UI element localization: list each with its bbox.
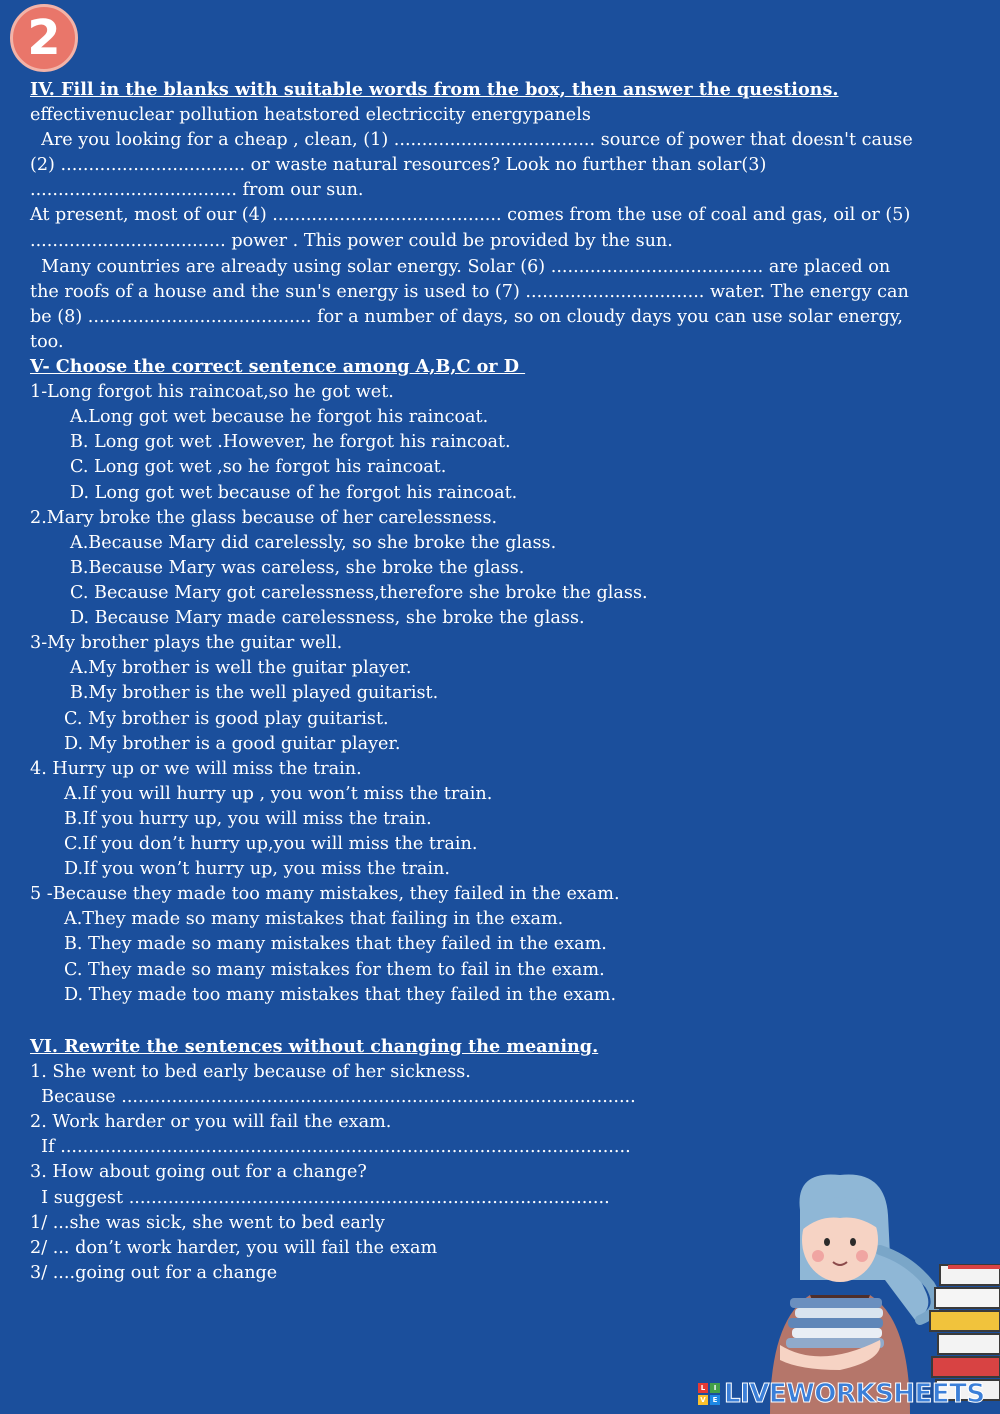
question: 4. Hurry up or we will miss the train. [30, 759, 362, 779]
passage-line: Are you looking for a cheap , clean, (1) .................................... source of power that doesn't cause [30, 130, 913, 150]
option: D. Because Mary made carelessness, she broke the glass. [70, 608, 585, 628]
rewrite-question: 3. How about going out for a change? [30, 1162, 367, 1182]
answer-line: 2/ ... don’t work harder, you will fail the exam [30, 1238, 438, 1258]
option: B. Long got wet .However, he forgot his raincoat. [70, 432, 511, 452]
option: D. My brother is a good guitar player. [64, 734, 401, 754]
rewrite-prompt: If ...................................................................................................... [30, 1137, 631, 1157]
passage-line: the roofs of a house and the sun's energy is used to (7) ................................ water. The energy can [30, 282, 909, 302]
option: A.Long got wet because he forgot his raincoat. [70, 407, 489, 427]
rewrite-question: 2. Work harder or you will fail the exam. [30, 1112, 392, 1132]
option: B. They made so many mistakes that they failed in the exam. [64, 934, 607, 954]
passage-line: (2) ................................. or waste natural resources? Look no further than solar(3) [30, 155, 767, 175]
question: 3-My brother plays the guitar well. [30, 633, 343, 653]
question: 1-Long forgot his raincoat,so he got wet. [30, 382, 394, 402]
option: C.If you don’t hurry up,you will miss the train. [64, 834, 478, 854]
section-5-title: V- Choose the correct sentence among A,B,C or D [30, 356, 526, 377]
option: C. Because Mary got carelessness,therefore she broke the glass. [70, 583, 648, 603]
option: D. Long got wet because of he forgot his raincoat. [70, 483, 518, 503]
logo-icon: L I V E [698, 1383, 720, 1405]
answer-line: 3/ ....going out for a change [30, 1263, 278, 1283]
option: D. They made too many mistakes that they failed in the exam. [64, 985, 617, 1005]
option: C. My brother is good play guitarist. [64, 709, 389, 729]
liveworksheets-logo[interactable] [698, 1380, 985, 1408]
option: A.Because Mary did carelessly, so she broke the glass. [70, 533, 557, 553]
page-number-badge: 2 [10, 4, 78, 72]
option: C. Long got wet ,so he forgot his raincoat. [70, 457, 447, 477]
section-4-title: IV. Fill in the blanks with suitable words from the box, then answer the questions. [30, 79, 839, 100]
option: A.My brother is well the guitar player. [70, 658, 412, 678]
section-6-title: VI. Rewrite the sentences without changing the meaning. [30, 1036, 599, 1057]
passage-line: Many countries are already using solar energy. Solar (6) ...................................... are placed on [30, 257, 891, 277]
option: B.My brother is the well played guitarist. [70, 683, 439, 703]
option: A.If you will hurry up , you won’t miss the train. [64, 784, 493, 804]
option: A.They made so many mistakes that failing in the exam. [64, 909, 564, 929]
question: 5 -Because they made too many mistakes, they failed in the exam. [30, 884, 620, 904]
passage-line: At present, most of our (4) ......................................... comes from the use of coal and gas, oil or (5) [30, 205, 911, 225]
rewrite-prompt: Because ............................................................................................ [30, 1087, 636, 1107]
passage-line: ................................... power . This power could be provided by the sun. [30, 231, 673, 251]
word-box: effectivenuclear pollution heatstored electriccity energypanels [30, 105, 591, 125]
logo-text: LIVEWORKSHEETS [724, 1379, 985, 1409]
rewrite-question: 1. She went to bed early because of her sickness. [30, 1062, 471, 1082]
question: 2.Mary broke the glass because of her carelessness. [30, 508, 498, 528]
option: D.If you won’t hurry up, you miss the train. [64, 859, 450, 879]
girl-with-books-illustration [740, 1170, 1000, 1414]
passage-line: too. [30, 332, 64, 352]
passage-line: ..................................... from our sun. [30, 180, 364, 200]
passage-line: be (8) ........................................ for a number of days, so on cloudy days you can use solar energy, [30, 307, 903, 327]
option: B.Because Mary was careless, she broke the glass. [70, 558, 525, 578]
option: B.If you hurry up, you will miss the train. [64, 809, 432, 829]
answer-line: 1/ ...she was sick, she went to bed early [30, 1213, 385, 1233]
rewrite-prompt: I suggest ...................................................................................... [30, 1188, 610, 1208]
option: C. They made so many mistakes for them to fail in the exam. [64, 960, 605, 980]
